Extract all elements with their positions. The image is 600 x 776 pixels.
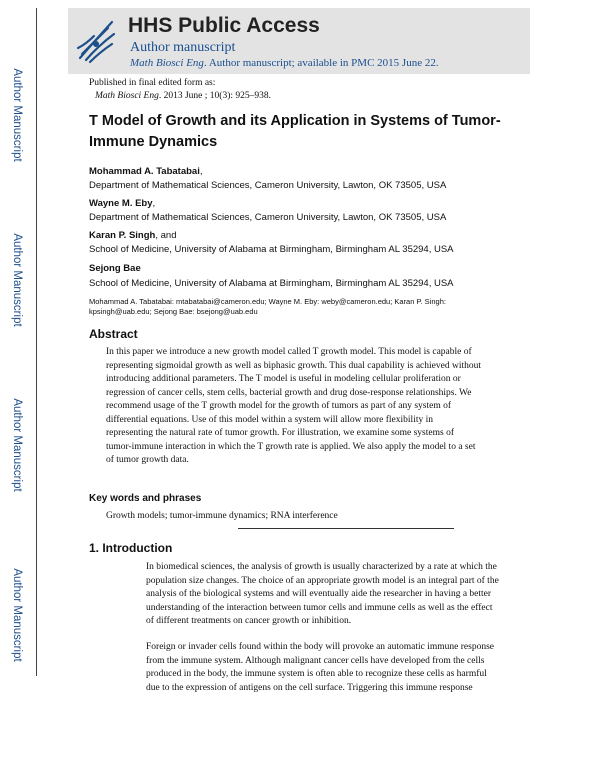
keywords-heading: Key words and phrases [89,493,202,504]
journal-availability [130,57,439,69]
citation-details: . 2013 June ; 10(3): 925–938. [158,91,272,101]
abstract-heading: Abstract [89,327,138,341]
author-affiliation: Department of Mathematical Sciences, Cameron University, Lawton, OK 73505, USA [89,212,447,223]
intro-paragraph-1: In biomedical sciences, the analysis of growth is usually characterized by a rate at which the population size changes. The choice of an appropriate growth model is an integral part of the analysis of the biological systems and will eventually aide the researcher in having a better understanding of the interaction between tumor cells and immune cells as well as the effect of different treatments on cancer growth or inhibition. [146,562,499,626]
author-affiliation: School of Medicine, University of Alabama at Birmingham, Birmingham AL 35294, USA [89,244,454,255]
hhs-eagle-logo [72,14,120,68]
hhs-public-access-title: HHS Public Access [128,14,320,37]
introduction-heading: 1. Introduction [89,541,173,555]
keywords-separator [238,528,454,529]
abstract-body: In this paper we introduce a new growth model called T growth model. This model is capable of representing sigmoidal growth as well as biphasic growth. This dual capability is achieved without introducing additional parameters. The T model is useful in modeling cellular proliferation or regression of cancer cells, stem cells, bacterial growth and drug dose-response relationships. We recommend usage of the T growth model for the growth of tumors as part of any system of differential equations. Use of this model within a system will allow more flexibility in representing the natural rate of tumor growth. For illustration, we examine some systems of tumor-immune interaction in which the T growth rate is applied. We also apply the model to a set of tumor growth data. [106,347,481,465]
keywords-text: Growth models; tumor-immune dynamics; RNA interference [106,511,338,521]
author-affiliation: School of Medicine, University of Alabama at Birmingham, Birmingham AL 35294, USA [89,278,454,289]
journal-abbrev: Math Biosci Eng [130,57,204,69]
author-name: Karan P. Singh, and [89,230,177,241]
author-emails: Mohammad A. Tabatabai: mtabatabai@cameron.edu; Wayne M. Eby: weby@cameron.edu; Karan P. Singh: kpsingh@uab.edu; Sejong Bae: bsejong@uab.edu [89,297,446,316]
author-name: Wayne M. Eby, [89,198,156,209]
published-label: Published in final edited form as: [89,78,216,88]
author-name: Sejong Bae [89,263,141,274]
sidebar-label-2: Author Manuscript [11,233,23,327]
author-name: Mohammad A. Tabatabai, [89,166,203,177]
sidebar-label-3: Author Manuscript [11,398,23,492]
sidebar-rule [36,8,37,676]
sidebar-label-4: Author Manuscript [11,568,23,662]
availability-text: . Author manuscript; available in PMC 2015 June 22. [203,57,439,69]
author-affiliation: Department of Mathematical Sciences, Cameron University, Lawton, OK 73505, USA [89,180,447,191]
intro-paragraph-2: Foreign or invader cells found within the body will provoke an automatic immune response from the immune system. Although malignant cancer cells have developed from the cells produced in the body, the immune system is often able to recognize these cells as harmful due to the expression of antigens on the cell surface. Triggering this immune response [146,642,494,693]
author-manuscript-label: Author manuscript [130,40,236,55]
citation-journal: Math Biosci Eng [95,91,159,101]
publication-citation [95,91,271,101]
sidebar-label-1: Author Manuscript [11,68,23,162]
article-title: T Model of Growth and its Application in Systems of Tumor-Immune Dynamics [89,113,501,150]
